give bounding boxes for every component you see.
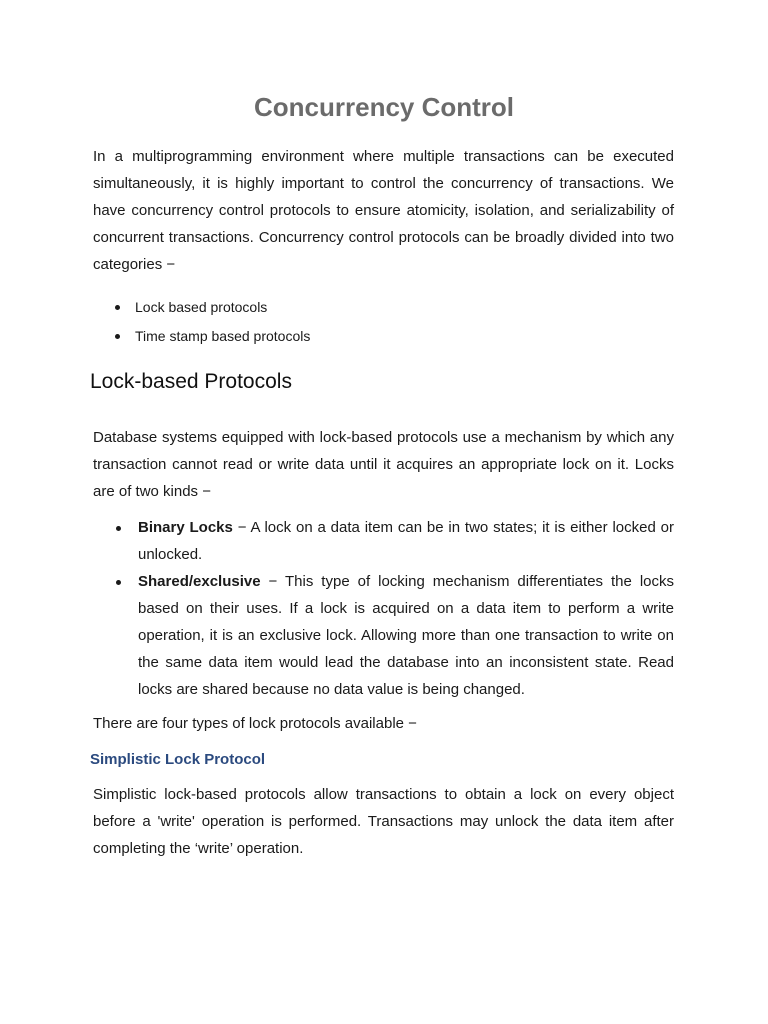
categories-list <box>93 293 673 351</box>
list-item <box>93 568 674 703</box>
page-title: Concurrency Control <box>253 92 515 122</box>
list-item-text: Lock based protocols <box>135 299 268 315</box>
list-item <box>93 514 674 568</box>
simplistic-paragraph: Simplistic lock-based protocols allow transactions to obtain a lock on every object before a 'write' operation is performed. Transactions may unlock the data item after completing the ‘write’ operation. <box>93 786 674 857</box>
bullet-icon <box>116 580 121 585</box>
list-item-text: Time stamp based protocols <box>135 328 311 344</box>
lock-kind-description: − This type of locking mechanism differentiates the locks based on their uses. If a lock is acquired on a data item to perform a write operation, it is an exclusive lock. Allowing more than one transaction to write on the same data item would lead the database into an inconsistent state. Read locks are shared because no data value is being changed. <box>138 573 674 698</box>
lock-kind-description: − A lock on a data item can be in two states; it is either locked or unlocked. <box>138 519 674 563</box>
lock-types-intro: There are four types of lock protocols available − <box>93 715 417 732</box>
lock-kind-term: Binary Locks <box>138 519 233 536</box>
section-heading-lock-based: Lock-based Protocols <box>90 370 292 393</box>
bullet-icon <box>115 334 120 339</box>
list-item <box>93 322 673 351</box>
lock-kind-term: Shared/exclusive <box>138 573 261 590</box>
intro-paragraph: In a multiprogramming environment where multiple transactions can be executed simultaneously, it is highly important to control the concurrency of transactions. We have concurrency control protocols to ensure atomicity, isolation, and serializability of concurrent transactions. Concurrency control protocols can be broadly divided into two categories − <box>93 148 674 273</box>
lock-kinds-list <box>93 514 674 703</box>
list-item <box>93 293 673 322</box>
lock-intro-paragraph: Database systems equipped with lock-based protocols use a mechanism by which any transaction cannot read or write data until it acquires an appropriate lock on it. Locks are of two kinds − <box>93 429 674 500</box>
bullet-icon <box>115 305 120 310</box>
subsection-heading-simplistic: Simplistic Lock Protocol <box>90 751 266 768</box>
bullet-icon <box>116 526 121 531</box>
